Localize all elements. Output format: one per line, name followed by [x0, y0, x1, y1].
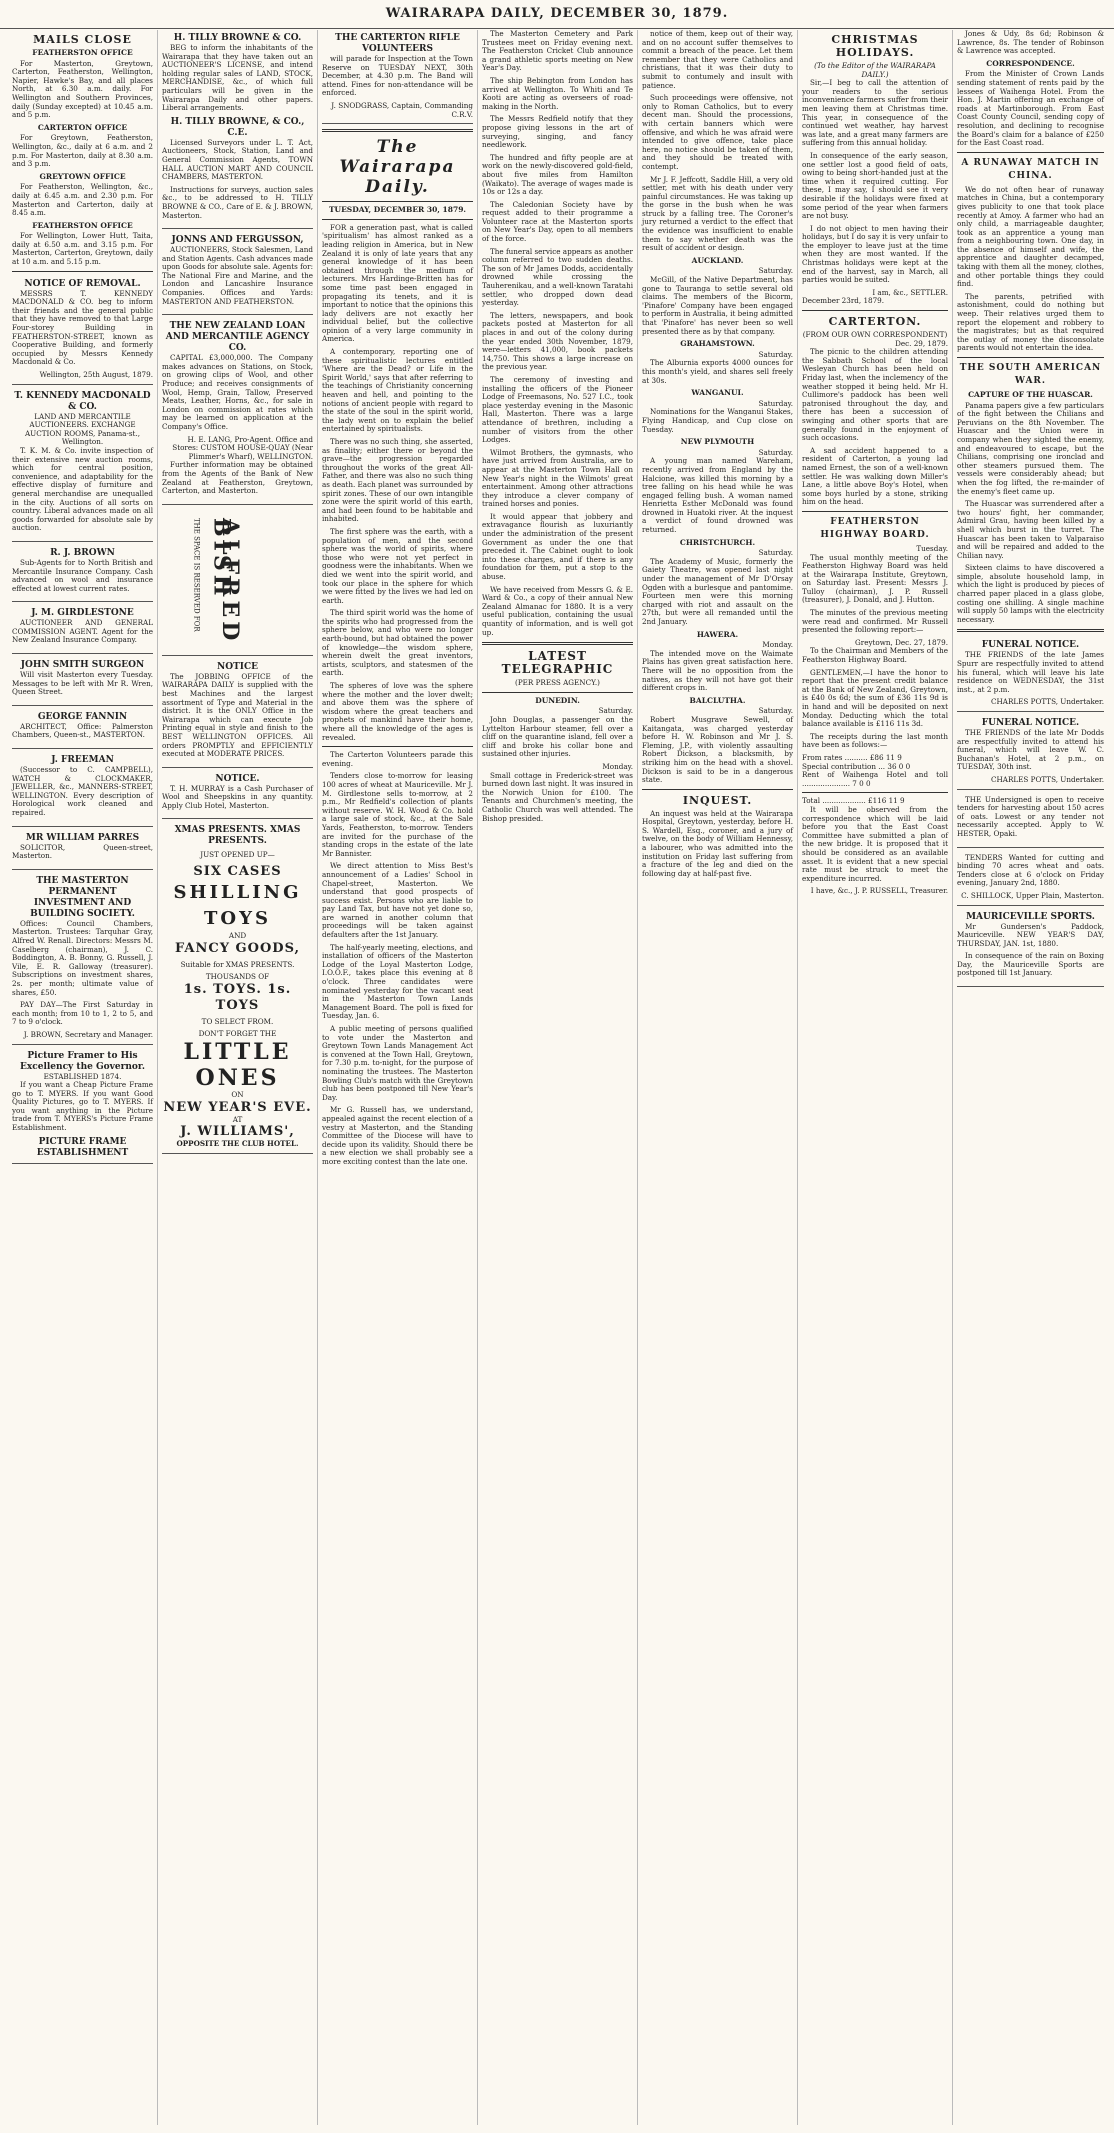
jonns-fergusson-ad — [162, 232, 313, 315]
williams-text: J. WILLIAMS', — [180, 1124, 295, 1140]
receipts-text: The receipts during the last month have been as follows:— — [802, 731, 948, 750]
funeral-notice-1 — [957, 637, 1104, 712]
south-american-war-heading: THE SOUTH AMERICAN WAR. — [959, 363, 1102, 386]
carterton-date: Dec. 29, 1879. — [895, 338, 948, 348]
sports-text-2: In consequence of the rain on Boxing Day, the Mauriceville Sports are postponed till 1st January. — [957, 951, 1104, 978]
grahamstown-day: Saturday. — [758, 349, 793, 359]
xmas-heading: XMAS PRESENTS. XMAS PRESENTS. — [174, 825, 301, 847]
frame-heading: PICTURE FRAME ESTABLISHMENT — [36, 1136, 129, 1158]
lamp-text: Sixteen claims to have discovered a simple, absolute household lamp, in which the light is produced by pieces of charred paper placed in a glass globe, costing one shilling. A single machine will supply 50 lamps with the electricity necessary. — [957, 563, 1104, 624]
nz-loan-ad — [162, 318, 313, 505]
column-1 — [8, 30, 158, 2125]
notice-removal-heading: NOTICE OF REMOVAL. — [24, 278, 141, 289]
to-editor: (To the Editor of the WAIRARAPA DAILY.) — [814, 61, 936, 79]
grahamstown-text: The Alburnia exports 4000 ounces for this month's yield, and shares sell freely at 30s. — [642, 358, 793, 385]
col4-para-11: We have received from Messrs G. & E. Ward & Co., a copy of their annual New Zealand Almanac for 1880. It is a very useful publication, containing the usual quantity of information, and is well got up. — [482, 584, 633, 637]
local-text-1: Tenders close to-morrow for leasing 100 acres of wheat at Mauriceville. Mr J. M. Girdlestone sells to-morrow, at 2 p.m., Mr Redfield's collection of plants without reserve. W. H. Wood & Co. hold a large sale of stock, &c., at the Sale Yards, Featherston, to-morrow. Tenders are invited for the purchase of the standing crops in the estate of the late Mr Bannister. — [322, 771, 473, 858]
new-plymouth-day: Saturday. — [758, 447, 793, 457]
building-sign: J. BROWN, Secretary and Manager. — [23, 1029, 153, 1039]
new-years-text: NEW YEAR'S EVE. — [163, 1099, 312, 1115]
total-line: Total ................... £116 11 9 — [802, 796, 905, 806]
volunteers-sign: J. SNODGRASS, Captain, Commanding C.R.V. — [331, 100, 473, 119]
highway-day: Tuesday. — [916, 543, 948, 553]
report-text-2: It will be observed from the correspondence which will be laid before you that the East Coast Committee have submitted a plan of the new bridge. It is proposed that it should be considered as an available asset. It is evident that a new special rate must be struck to meet the expenditure incurred. — [802, 804, 948, 883]
suitable-text: Suitable for XMAS PRESENTS. — [180, 959, 295, 969]
auckland-heading: AUCKLAND. — [691, 255, 744, 265]
girdlestone-heading: J. M. GIRDLESTONE — [31, 608, 134, 619]
letter-p3: I do not object to men having their holidays, but I do say it is very unfair to the employer to leave just at the time when they are most wanted. If the Christmas holidays were kept at the end of the harvest, say in March, all parties would be suited. — [802, 223, 948, 285]
building-society-ad — [12, 873, 153, 1045]
mails-sub-3: GREYTOWN OFFICE — [39, 171, 126, 181]
and-text: AND — [228, 931, 247, 941]
column-7 — [953, 30, 1108, 2125]
jobbing-heading: NOTICE — [217, 661, 258, 672]
picture-framer-ad — [12, 1048, 153, 1164]
tb-text-2: Licensed Surveyors under L. T. Act, Auctioneers, Stock, Station, Land and General Commission Agents, TOWN HALL AUCTION MART AND COUNCIL CHAMBERS, MASTERTON. — [162, 137, 313, 182]
christchurch-heading: CHRISTCHURCH. — [679, 537, 756, 547]
balclutha-day: Saturday. — [758, 706, 793, 716]
col4-para-8: The ceremony of investing and installing the officers of the Pioneer Lodge of Freemasons, No. 527 I.C., took place yesterday evening in the Masonic Hall, Masterton. There was a large attendance of brethren, including a number of visitors from the other Lodges. — [482, 374, 633, 445]
col4-para-10: It would appear that jobbery and extravagance flourish as luxuriantly under the administration of the present Government as under the one that preceded it. The Cabinet ought to look into these charges, and if there is any foundation for them, put a stop to the abuse. — [482, 511, 633, 582]
tender-text-1: THE Undersigned is open to receive tenders for harvesting about 150 acres of oats. Lowest or any tender not necessarily accepted. Apply to W. HESTER, Opaki. — [957, 794, 1104, 838]
inquest-text: An inquest was held at the Wairarapa Hospital, Greytown, yesterday, before H. S. Wardell, Esq., coroner, and a jury of twelve, on the body of William Hennessy, a labourer, who was admitted into the institution on Friday last suffering from a fracture of the leg and died on the following day at half-past five. — [642, 808, 793, 878]
inquest-heading: INQUEST. — [682, 793, 753, 807]
newspaper-page — [8, 30, 1108, 2125]
runaway-text: We do not often hear of runaway matches in China, but a contemporary gives publicity to one that took place recently at Amoy. A farmer who had an only child, a marriageable daughter, took as an apprentice a young man from a neighbouring town. One day, in the absence of himself and wife, the apprentice and daughter decamped, taking with them all the money, clothes, and other portable things they could find. — [957, 184, 1104, 289]
myers-text: If you want a Cheap Picture Frame go to T. MYERS. If you want Good Quality Pictures, go to T. MYERS. If you want anything in the Picture trade from T. MYERS's Picture Frame Establishment. — [12, 1080, 153, 1133]
funeral-sign-2: CHARLES POTTS, Undertaker. — [991, 774, 1104, 784]
report-text: GENTLEMEN,—I have the honor to report that the present credit balance at the Bank of New Zealand, Greytown, is £40 0s 6d; the sum of £36 11s 9d is in hand and will be deposited on next Monday. Deducting which the total balance available is £116 11s 3d. — [802, 667, 948, 729]
nzl-text-2: Further information may be obtained from the Agents of the Bank of New Zealand at Featherston, Greytown, Carterton, and Masterton. — [162, 460, 313, 496]
col4-para-4: The hundred and fifty people are at work on the newly-discovered gold-field, about five miles from Hamilton (Waikato). The average of wages made is 10s or 12s a day. — [482, 152, 633, 197]
col4-para-1: The Masterton Cemetery and Park Trustees meet on Friday evening next. The Featherston Cricket Club announce a grand athletic sports meeting on New Year's Day. — [482, 30, 633, 73]
col4-para-9: Wilmot Brothers, the gymnasts, who have just arrived from Australia, are to appear at the Masterton Town Hall on New Year's night in the Wilmots' great entertainment. Among other attractions they introduce a clever company of trained horses and ponies. — [482, 447, 633, 509]
smith-ad — [12, 657, 153, 706]
col4-para-2: The ship Bebington from London has arrived at Wellington. To Whiti and Te Kooti are acting as overseers of road-making in the North. — [482, 75, 633, 111]
wanganui-text: Nominations for the Wanganui Stakes, Flying Handicap, and Cup close on Tuesday. — [642, 407, 793, 434]
alfred-bish-ad — [162, 508, 313, 656]
grahamstown-heading: GRAHAMSTOWN. — [680, 339, 755, 349]
nzl-text: CAPITAL £3,000,000. The Company makes advances on Stations, on Stock, on growing clips of Wool, and other Produce; and receives consignments of Wool, Hemp, Grain, Tallow, Preserved Meats, Leather, Horns, &c., for sale in London on commission at rates which may be learned on application at the Company's Office. — [162, 353, 313, 431]
auckland-text: McGill, of the Native Department, has gone to Tauranga to settle several old claims. The members of the Bicorm, 'Pinafore' Company have been engaged to perform in Australia, it being admitted that 'Pinafore' has never been so well presented there as by that company. — [642, 275, 793, 336]
forget-text: DON'T FORGET THE — [198, 1029, 277, 1039]
mails-text-3: For Featherston, Wellington, &c., daily at 6.45 a.m. and 2.30 p.m. For Masterton and Carterton, daily at 8.45 a.m. — [12, 182, 153, 218]
funeral-heading-2: FUNERAL NOTICE. — [981, 718, 1080, 728]
toys-text: 1s. TOYS. 1s. TOYS — [183, 981, 292, 1013]
press-agency: (PER PRESS AGENCY.) — [515, 678, 600, 688]
new-plymouth-text: A young man named Wareham, recently arrived from England by the Halcione, was killed this morning by a tree falling on his head while he was engaged felling bush. A woman named Henrietta Esther McDonald was found drowned in Huatoki river. At the inquest a verdict of found drowned was returned. — [642, 456, 793, 535]
leader-p6: The spheres of love was the sphere where the mother and the lover dwelt; and above them was the sphere of wisdom where the great teachers and prophets of mankind have their home, where all the knowledge of the ages is revealed. — [322, 681, 473, 742]
column-5 — [638, 30, 798, 2125]
funeral-sign-1: CHARLES POTTS, Undertaker. — [991, 697, 1104, 707]
girdlestone-text: AUCTIONEER AND GENERAL COMMISSION AGENT. Agent for the New Zealand Insurance Company. — [12, 618, 153, 645]
carterton-text-2: A sad accident happened to a resident of Carterton, a young lad named Ernest, the son of a well-known settler. He was walking down Miller's Lane, a little above Boy's Hotel, when some boys hurled by a stone, striking him on the head. — [802, 445, 948, 507]
smith-text: Will visit Masterton every Tuesday. Messages to be left with Mr R. Wren, Queen Street. — [12, 670, 153, 697]
xmas-presents-ad — [162, 822, 313, 1153]
brown-ad — [12, 545, 153, 602]
highway-board-heading: FEATHERSTON HIGHWAY BOARD. — [820, 516, 930, 540]
runaway-heading: A RUNAWAY MATCH IN CHINA. — [961, 157, 1100, 181]
fannin-ad — [12, 709, 153, 749]
tb-sub: H. TILLY BROWNE, & CO., C.E. — [170, 116, 305, 138]
murray-heading: NOTICE. — [215, 773, 260, 784]
carterton-corr: (FROM OUR OWN CORRESPONDENT) — [802, 330, 948, 340]
brown-text: Sub-Agents for to North British and Mercantile Insurance Company. Cash advanced on wool and insurance effected at lowest current rates. — [12, 557, 153, 593]
murray-notice-ad — [162, 771, 313, 820]
volunteers-heading: THE CARTERTON RIFLE VOLUNTEERS — [335, 33, 460, 54]
tender-ad-1 — [957, 793, 1104, 848]
xmas-sub: JUST OPENED UP— — [200, 850, 275, 860]
new-plymouth-heading: NEW PLYMOUTH — [680, 437, 755, 447]
girdlestone-ad — [12, 605, 153, 654]
notice-removal-sign: Wellington, 25th August, 1879. — [39, 370, 153, 379]
picture-heading: Picture Framer to His Excellency the Governor. — [20, 1050, 145, 1072]
column-3 — [318, 30, 478, 2125]
carterton-text: The picnic to the children attending the Sabbath School of the local Wesleyan Church has been held on Friday last, when the inclemency of the weather stopped it being held. Mr H. Cullimore's paddock has been well patronised throughout the day, and there has been a succession of swinging and other sports that are generally found in the enjoyment of such occasions. — [802, 347, 948, 443]
tender-ad-2 — [957, 851, 1104, 906]
balclutha-heading: BALCLUTHA. — [689, 695, 746, 705]
highway-text-2: The minutes of the previous meeting were read and confirmed. Mr Russell presented the following report:— — [802, 608, 948, 635]
fancy-goods: FANCY GOODS, — [174, 940, 301, 956]
at-text: AT — [232, 1114, 243, 1124]
hawera-text: The intended move on the Waimate Plains has given great satisfaction here. There will be no opposition from the natives, as they will not have got their different crops in. — [642, 648, 793, 693]
dunedin-day-2: Monday. — [602, 761, 633, 771]
funeral-text-1: THE FRIENDS of the late James Spurr are respectfully invited to attend his funeral, which will leave his late residence on WEDNESDAY, the 31st inst., at 2 p.m. — [957, 650, 1104, 694]
letter-p2: In consequence of the early season, one settler lost a good field of oats, owing to being short-handed just at the time when it required cutting. For these, I may say, I should see it very desirable if the holidays were fixed at some period of the year when farmers are not busy. — [802, 150, 948, 221]
mauriceville-sports-ad — [957, 909, 1104, 988]
tilly-browne-ad — [162, 30, 313, 229]
brown-heading: R. J. BROWN — [50, 547, 115, 558]
fannin-text: ARCHITECT, Office: Palmerston Chambers, Queen-st., MASTERTON. — [12, 721, 153, 740]
on-text: ON — [231, 1090, 244, 1100]
mails-sub-2: CARTERTON OFFICE — [37, 122, 128, 132]
mails-text-1: For Masterton, Greytown, Carterton, Featherston, Wellington, Napier, Hawke's Bay, and all places North, at 6.30 a.m. daily. For Wellington and Southern Provinces, daily (Sunday excepted) at 10.45 a.m. and 5 p.m. — [12, 58, 153, 120]
paper-title: The Wairarapa Daily. — [339, 137, 456, 198]
local-heading-1: The Carterton Volunteers parade this evening. — [322, 750, 473, 768]
six-cases: SIX CASES — [193, 864, 282, 880]
bish-vert-title: ALFRED BISH — [208, 517, 244, 645]
letter-date: December 23rd, 1879. — [802, 296, 885, 306]
wanganui-heading: WANGANUI. — [691, 388, 744, 398]
letter-sign: I am, &c., SETTLER. — [872, 287, 948, 297]
notice-removal-ad — [12, 276, 153, 385]
leader-p3: There was no such thing, she asserted, as finality; either there or beyond the grave—the progression regarded throughout the works of the great All-Father, and there was also no such thing as death. Each planet was surrounded by spirit zones. These of our own intangible zone were the spirit world of this earth, and had been found to be habitable and inhabited. — [322, 437, 473, 524]
col4-para-5: The Caledonian Society have by request added to their programme a Volunteer race at the Masterton sports on New Year's Day, open to all members of the force. — [482, 199, 633, 244]
local-text-5: Mr G. Russell has, we understand, appealed against the recent election of a vestry at Masterton, and the Standing Committee of the Diocese will have to decide upon its validity. Should there be a new election we shall probably see a more exciting contest than the late one. — [322, 1105, 473, 1166]
building-heading: THE MASTERTON PERMANENT INVESTMENT AND BUILDING SOCIETY. — [30, 875, 135, 919]
col5-para-2: Such proceedings were offensive, not only to Roman Catholics, but to every decent man. Should the processions, with certain banners which were offensive, and which he was afraid were intended to give offence, take place here, no notice should be taken of them, and they should be treated with contempt. — [642, 93, 793, 171]
hawera-heading: HAWERA. — [696, 629, 739, 639]
thousands-text: THOUSANDS OF — [205, 972, 270, 982]
sa-text-2: The Huascar was surrendered after a two hours' fight, her commander, Admiral Grau, having been killed by a shell which burst in the turret. The Huascar has been taken to Valparaiso and will be repaired and added to the Chilian navy. — [957, 499, 1104, 560]
dunedin-text-2: Small cottage in Frederick-street was burned down last night. It was insured in the Norwich Union for £100. The Tenants and Churchmen's meeting, the Catholic Church was well attended. The Bishop presided. — [482, 770, 633, 823]
leader-p1: FOR a generation past, what is called 'spiritualism' has almost ranked as a leading religion in America, but in New Zealand it is only of late years that any general knowledge of it has been obtained through the medium of lecturers. Mrs Hardinge-Britten has for some time past been engaged in propagating its tenets, and it is important to notice that the opinions this lady delivers are not exactly her individual belief, but the collective opinion of a very large community in America. — [322, 222, 473, 344]
wanganui-day: Saturday. — [758, 398, 793, 408]
auckland-day: Saturday. — [758, 266, 793, 276]
tender-sign-2: C. SHILLOCK, Upper Plain, Masterton. — [961, 890, 1104, 900]
christchurch-text: The Academy of Music, formerly the Gaiety Theatre, was opened last night under the management of Mr D'Orsay Ogden with a burlesque and pantomime. Fourteen men were this morning charged with riot and assault on the 27th, but were all remanded until the 2nd January. — [642, 556, 793, 626]
col7-top-text: Jones & Udy, 8s 6d; Robinson & Lawrence, 8s. The tender of Robinson & Lawrence was accepted. — [957, 30, 1104, 56]
report-sign: I have, &c., J. P. RUSSELL, Treasurer. — [810, 886, 948, 896]
jf-text: AUCTIONEERS, Stock Salesmen, Land and Station Agents. Cash advances made upon Goods for absolute sale. Agents for: The National Fire and Marine, and the London and Lancashire Insurance Companies. Offices and Yards: MASTERTON AND FEATHERSTON. — [162, 245, 313, 306]
mails-heading: MAILS CLOSE — [33, 33, 132, 46]
special-contribution: Special contribution ... 36 0 0 — [802, 761, 911, 771]
mails-sub-4: FEATHERSTON OFFICE — [32, 220, 133, 230]
tkm-heading: T. KENNEDY MACDONALD & CO. — [14, 390, 151, 412]
funeral-heading-1: FUNERAL NOTICE. — [981, 640, 1080, 651]
tkm-sub: LAND AND MERCANTILE AUCTIONEERS. EXCHANGE AUCTION ROOMS, Panama-st., Wellington. — [24, 411, 141, 447]
local-text-3: The half-yearly meeting, elections, and installation of officers of the Masterton Lodge of the Loyal Masterton Lodge, I.O.O.F., takes place this evening at 8 o'clock. Three candidates were nominated yesterday for the vacant seat in the Masterton Town Lands Management Board. The poll is fixed for Tuesday, Jan. 6. — [322, 942, 473, 1021]
col5-para-1: notice of them, keep out of their way, and on no account suffer themselves to commit a breach of the peace. Let them remember that they were Catholics and christians, that it was their duty to submit to contumely and insult with patience. — [642, 30, 793, 90]
col4-para-7: The letters, newspapers, and book packets posted at Masterton for all places in and out of the colony during the year ended 30th November, 1879, were—letters 41,000, book packets 14,750. This shows a large increase on the previous year. — [482, 310, 633, 372]
report-to: To the Chairman and Members of the Featherston Highway Board. — [802, 646, 948, 665]
col4-para-3: The Messrs Redfield notify that they propose giving lessons in the art of surveying, singing, and fancy needlework. — [482, 114, 633, 150]
report-heading: Greytown, Dec. 27, 1879. — [855, 637, 948, 647]
column-6 — [798, 30, 953, 2125]
local-text-4: A public meeting of persons qualified to vote under the Masterton and Greytown Town Lands Management Act is convened at the Town Hall, Greytown, for 7.30 p.m. to-night, for the purpose of nominating the trustees. The Masterton Bowling Club's match with the Greytown club has been postponed till New Year's Day. — [322, 1024, 473, 1102]
hawera-day: Monday. — [762, 640, 793, 650]
little-ones: LITTLE ONES — [183, 1039, 292, 1092]
jobbing-text: The JOBBING OFFICE of the WAIRARAPA DAILY is supplied with the best Machines and the largest assortment of Type and Material in the district. It is the ONLY Office in the Wairarapa which can execute Job Printing equal in style and finish to the BEST WELLINGTON OFFICES. All orders PROMPTLY and EFFICIENTLY executed at MODERATE PRICES. — [162, 671, 313, 759]
tkm-ad — [12, 388, 153, 542]
tb-text: BEG to inform the inhabitants of the Wairarapa that they have taken out an AUCTIONEER'S LICENSE, and intend holding regular sales of LAND, STOCK, MERCHANDISE, &c., of which full particulars will be given in the Wairarapa Daily and other papers. Liberal arrangements. — [162, 43, 313, 113]
opposite-text: OPPOSITE THE CLUB HOTEL. — [176, 1139, 299, 1149]
payday-text: PAY DAY—The First Saturday in each month; from 10 to 1, 2 to 5, and 7 to 9 o'clock. — [12, 1000, 153, 1027]
fannin-heading: GEORGE FANNIN — [37, 711, 128, 722]
christchurch-day: Saturday. — [758, 548, 793, 558]
volunteers-text: will parade for Inspection at the Town Reserve on TUESDAY NEXT, 30th December, at 4.30 p.m. The Band will attend. Fines for non-attendance will be enforced. — [322, 54, 473, 98]
balclutha-text: Robert Musgrave Sewell, of Kaitangata, was charged yesterday before H. W. Robinson and Mr J. S. Fleming, J.P., with violently assaulting Robert Dickson, a blacksmith, by striking him on the head with a shovel. Dickson is said to be in a dangerous state. — [642, 714, 793, 785]
dunedin-heading: DUNEDIN. — [535, 695, 580, 705]
column-4 — [478, 30, 638, 2125]
column-2 — [158, 30, 318, 2125]
sa-text: Panama papers give a few particulars of the fight between the Chilians and Peruvians on the 8th November. The Huascar and the Union were in company when they sighted the enemy, and endeavoured to escape, but the Chilians, comprising one ironclad and other steamers pursued them. The vessels were considerably ahead; but when the fog lifted, the re-mainder of the enemy's fleet came up. — [957, 400, 1104, 496]
freeman-heading: J. FREEMAN — [51, 755, 114, 766]
correspondence-text: From the Minister of Crown Lands sending statement of rents paid by the lessees of Waihenga Hotel. From the Hon. J. Martin offering an exchange of roads at Martinborough. From East Coast County Council, sending copy of resolution, and declining to recognise the Board's claim for a balance of £250 for the East Coast road. — [957, 69, 1104, 148]
huascar-sub: CAPTURE OF THE HUASCAR. — [968, 390, 1093, 399]
correspondence-heading: CORRESPONDENCE. — [986, 58, 1075, 68]
jobbing-notice-ad — [162, 659, 313, 768]
col5-para-3: Mr J. F. Jeffcott, Saddle Hill, a very old settler, met with his death under very painful circumstances. He was taking up the gorse in the bush when he was struck by a falling tree. The Coroner's jury returned a verdict to the effect that the evidence was insufficient to enable them to say whether death was the result of accident or design. — [642, 174, 793, 253]
freeman-text: (Successor to C. CAMPBELL), WATCH & CLOCKMAKER, JEWELLER, &c., MANNERS-STREET, WELLINGTON. Every description of Horological work cleaned and repaired. — [12, 765, 153, 817]
masthead: WAIRARAPA DAILY, DECEMBER 30, 1879. — [0, 0, 1114, 29]
dunedin-text: John Douglas, a passenger on the Lyttelton Harbour steamer, fell over a cliff on the quarantine island, fell over a cliff and broke his collar bone and sustained other injuries. — [482, 714, 633, 759]
shilling-toys: SHILLING TOYS — [173, 882, 302, 930]
murray-text: T. H. MURRAY is a Cash Purchaser of Wool and Sheepskins in any quantity. Apply Club Hotel, Masterton. — [162, 783, 313, 810]
nzl-sign: H. E. LANG, Pro-Agent. Office and Stores: CUSTOM HOUSE-QUAY (Near Plimmer's Wharf), WELLINGTON. — [172, 434, 313, 461]
local-text-2: We direct attention to Miss Best's announcement of a Ladies' School in Chapel-street, Masterton. We understand that good prospects of success exist. Persons who are liable to pay Land Tax, but have not yet done so, are warned in another column that proceedings will be taken against defaulters after the 1st January. — [322, 861, 473, 940]
funeral-text-2: THE FRIENDS of the late Mr Dodds are respectfully invited to attend his funeral, which will leave W. C. Buchanan's Hotel, at 2 p.m., on TUESDAY, 30th inst. — [957, 728, 1104, 772]
leader-p4: The first sphere was the earth, with a population of men, and the second sphere was the world of spirits, where those who were not yet perfect in goodness were the inhabitants. When we died we went into the spirit world, and took our place in the sphere for which we were fitted by the lives we had led on earth. — [322, 526, 473, 605]
leader-p2: A contemporary, reporting one of these spiritualistic lectures entitled 'Where are the Dead? or Life in the Spirit World,' says that after referring to the teachings of Christianity concerning heaven and hell, and pointing to the notions of ancient people with regard to the state of the soul in the spirit world, the lady went on to explain the belief entertained by spiritualists. — [322, 347, 473, 434]
xmas-holidays-heading: CHRISTMAS HOLIDAYS. — [831, 33, 919, 59]
runaway-text-2: The parents, petrified with astonishment, could do nothing but weep. Their relatives urged them to report the elopement and robbery to the magistrates; but as that required the outlay of money the disconsolate parents would not entertain the idea. — [957, 291, 1104, 353]
nzl-heading: THE NEW ZEALAND LOAN AND MERCANTILE AGENCY CO. — [165, 321, 310, 354]
sports-heading: MAURICEVILLE SPORTS. — [966, 911, 1095, 922]
freeman-ad — [12, 752, 153, 827]
col4-para-6: The funeral service appears as another column referred to two sudden deaths. The son of Mr James Dodds, accidentally drowned while crossing the Tauherenikau, and a well-known Taratahi settler, who dropped down dead yesterday. — [482, 246, 634, 308]
parres-text: SOLICITOR, Queen-street, Masterton. — [12, 842, 153, 861]
building-text: Offices: Council Chambers, Masterton. Trustees: Tarquhar Gray, Alfred W. Renall. Directors: Messrs M. Caselberg (chairman), J. C. Boddington, A. B. Bonny, G. Russell, J. Vile, E. R. Galloway (treasurer). Subscriptions on investment shares, 2s. per month; ultimate value of shares, £50. — [12, 918, 153, 997]
tender-text-2: TENDERS Wanted for cutting and binding 70 acres wheat and oats. Tenders close at 6 o'clock on Friday evening, January 2nd, 1880. — [957, 852, 1104, 888]
parres-heading: MR WILLIAM PARRES — [25, 832, 140, 843]
jf-heading: JONNS AND FERGUSSON, — [171, 235, 304, 246]
sports-text: Mr Gundersen's Paddock, Mauriceville. NEW YEAR'S DAY, THURSDAY, JAN. 1st, 1880. — [957, 921, 1104, 948]
carterton-heading: CARTERTON. — [828, 315, 922, 329]
select-text: TO SELECT FROM. — [201, 1016, 274, 1026]
smith-heading: JOHN SMITH SURGEON — [20, 660, 145, 671]
issue-date: TUESDAY, DECEMBER 30, 1879. — [328, 205, 467, 215]
leader-p5: The third spirit world was the home of the spirits who had progressed from the sphere below, and who were no longer earth-bound, but had obtained the power of knowledge—the wisdom sphere, wherein dwelt the great inventors, artists, sculptors, and statesmen of the earth. — [322, 608, 473, 678]
highway-text: The usual monthly meeting of the Featherston Highway Board was held at the Wairarapa Institute, Greytown, on Saturday last. Present: Messrs J. Tulloy (chairman), J. P. Russell (treasurer), J. Donald, and J. Hutton. — [802, 552, 948, 605]
tb-text-3: Instructions for surveys, auction sales &c., to be addressed to H. TILLY BROWNE & CO., Care of E. & J. BROWN, Masterton. — [162, 184, 313, 220]
mails-text-4: For Wellington, Lower Hutt, Taita, daily at 6.50 a.m. and 3.15 p.m. For Masterton, Carterton, Greytown, daily at 10 a.m. and 5.15 p.m. — [12, 231, 153, 267]
notice-removal-text: MESSRS T. KENNEDY MACDONALD & CO. beg to inform their friends and the general public that they have removed to that Large Four-storey Building in FEATHERSTON-STREET, known as Cooperative Building, and formerly occupied by Messrs Kennedy Macdonald & Co. — [12, 288, 153, 367]
funeral-notice-2 — [957, 715, 1104, 790]
mails-sub-1: FEATHERSTON OFFICE — [32, 48, 133, 57]
volunteers-ad — [322, 30, 473, 124]
picture-est: ESTABLISHED 1874. — [43, 1071, 122, 1081]
tkm-text: T. K. M. & Co. invite inspection of their extensive new auction rooms, which for central position, convenience, and adaptability for the effective display of furniture and general merchandise are unequalled in the city. Auctions of all sorts on country. Liberal advances made on all goods forwarded for absolute sale by auction. — [12, 445, 153, 533]
from-rates: From rates .......... £86 11 9 — [802, 752, 902, 762]
letter-p1: Sir,—I beg to call the attention of your readers to the serious inconvenience farmers suffer from their men leaving them at Christmas time. This year, in consequence of the continued wet weather, hay harvest was late, and a great many farmers are suffering from this annual holiday. — [802, 78, 948, 148]
tb-heading: H. TILLY BROWNE & CO. — [173, 33, 302, 43]
parres-ad — [12, 830, 153, 870]
mails-text-2: For Greytown, Featherston, Wellington, &c., daily at 6 a.m. and 2 p.m. For Masterton, daily at 8.30 a.m. and 3 p.m. — [12, 133, 153, 169]
latest-telegraphic-heading: LATEST TELEGRAPHIC — [501, 649, 614, 677]
rent-line: Rent of Waihenga Hotel and toll ..................... 7 0 0 — [802, 770, 948, 788]
dunedin-day: Saturday. — [598, 706, 633, 716]
bish-vert-text: THE SPACE IS RESERVED FOR — [192, 517, 201, 632]
